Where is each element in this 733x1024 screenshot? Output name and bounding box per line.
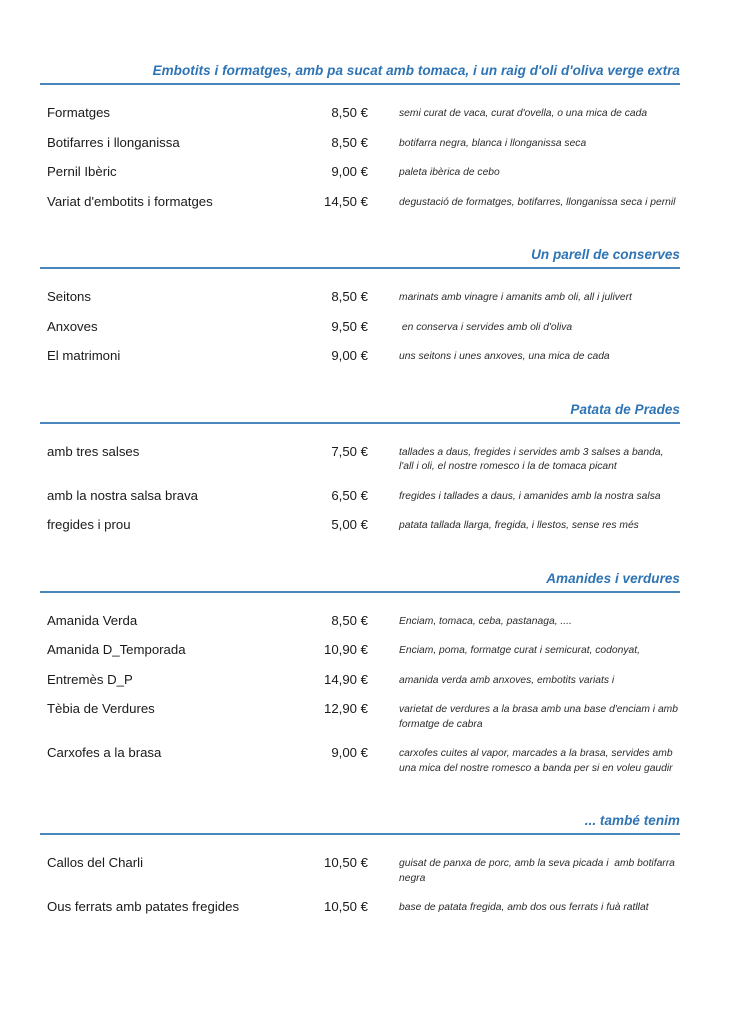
menu-item-description: Enciam, poma, formatge curat i semicurat, codonyat, (399, 645, 640, 656)
menu-item-price: 8,50 € (331, 289, 368, 304)
menu-item-price: 12,90 € (324, 701, 368, 716)
menu-item-row (40, 98, 680, 128)
menu-item-name: Carxofes a la brasa (47, 745, 162, 760)
menu-item-price: 10,50 € (324, 899, 368, 914)
menu-item-list (40, 437, 680, 540)
menu-item-name: Entremès D_P (47, 671, 133, 687)
menu-item-name: Callos del Charli (47, 855, 144, 870)
menu-item-row (40, 157, 680, 187)
section-heading: Un parell de conserves (531, 247, 680, 262)
menu-item-row (40, 694, 680, 738)
menu-item-name: Anxoves (47, 318, 98, 334)
menu-item-row (40, 635, 680, 665)
menu-item-price: 8,50 € (331, 612, 368, 628)
menu-item-description: marinats amb vinagre i amanits amb oli, all i julivert (399, 292, 632, 303)
section-heading: ... també tenim (584, 813, 680, 828)
menu-item-row (40, 128, 680, 158)
menu-item-price: 5,00 € (331, 517, 368, 532)
menu-item-list (40, 282, 680, 371)
menu-item-row (40, 510, 680, 540)
menu-item-description: amanida verda amb anxoves, embotits variats i (399, 674, 615, 686)
menu-item-price: 7,50 € (331, 443, 368, 459)
menu-item-name: Tèbia de Verdures (47, 701, 155, 716)
menu-section (40, 570, 680, 783)
menu-item-price: 10,50 € (324, 855, 368, 870)
menu-item-row (40, 341, 680, 371)
menu-item-name: amb la nostra salsa brava (47, 487, 198, 503)
menu-item-description: fregides i tallades a daus, i amanides amb la nostra salsa (399, 490, 661, 502)
menu-item-row (40, 312, 680, 342)
menu-section (40, 246, 680, 371)
menu-item-description: paleta ibèrica de cebo (399, 167, 500, 178)
menu-item-row (40, 665, 680, 695)
menu-item-name: Formatges (47, 105, 111, 120)
menu-item-description: uns seitons i unes anxoves, una mica de cada (399, 351, 610, 362)
section-heading: Embotits i formatges, amb pa sucat amb tomaca, i un raig d'oli d'oliva verge extra (152, 63, 680, 78)
menu-item-price: 9,00 € (331, 164, 368, 179)
menu-item-list (40, 848, 680, 922)
menu-item-name: Seitons (47, 289, 91, 304)
menu-item-row (40, 848, 680, 892)
menu-item-description: botifarra negra, blanca i llonganissa seca (399, 137, 587, 149)
menu-item-name: Amanida D_Temporada (47, 642, 186, 657)
menu-item-description: degustació de formatges, botifarres, llonganissa seca i pernil (399, 196, 676, 208)
menu-item-description: patata tallada llarga, fregida, i llestos, sense res més (399, 520, 639, 531)
menu-item-name: Variat d'embotits i formatges (47, 193, 213, 209)
menu-item-row (40, 738, 680, 782)
menu-item-price: 8,50 € (331, 105, 368, 120)
section-divider (40, 833, 680, 835)
menu-section (40, 62, 680, 216)
menu-item-row (40, 282, 680, 312)
menu-item-name: Botifarres i llonganissa (47, 134, 180, 150)
menu-item-list (40, 98, 680, 216)
menu-item-name: Pernil Ibèric (47, 164, 117, 179)
menu-item-row (40, 892, 680, 922)
menu-item-price: 9,50 € (331, 318, 368, 334)
menu-item-row (40, 437, 680, 481)
menu-item-description: varietat de verdures a la brasa amb una base d'enciam i amb formatge de cabra (399, 704, 681, 730)
menu-item-description: Enciam, tomaca, ceba, pastanaga, .... (399, 615, 572, 627)
menu-section (40, 812, 680, 922)
menu-item-row (40, 606, 680, 636)
section-heading: Amanides i verdures (546, 570, 680, 586)
menu-item-name: Amanida Verda (47, 612, 138, 628)
menu-item-description: base de patata fregida, amb dos ous ferrats i fuà ratllat (399, 902, 649, 913)
menu-item-row (40, 187, 680, 217)
menu-item-name: El matrimoni (47, 348, 121, 363)
menu-item-price: 9,00 € (331, 745, 368, 760)
menu-item-list (40, 606, 680, 783)
menu-item-price: 10,90 € (324, 642, 368, 657)
menu-item-price: 14,90 € (324, 671, 368, 687)
section-divider (40, 591, 680, 593)
menu-body (40, 62, 680, 922)
menu-item-description: carxofes cuites al vapor, marcades a la brasa, servides amb una mica del nostre romesco a banda per si en voleu gaudir (399, 748, 676, 774)
menu-item-description: semi curat de vaca, curat d'ovella, o una mica de cada (399, 108, 648, 119)
menu-item-name: fregides i prou (47, 517, 131, 532)
section-divider (40, 267, 680, 269)
section-divider (40, 83, 680, 85)
menu-item-name: Ous ferrats amb patates fregides (47, 899, 240, 914)
menu-item-description: tallades a daus, fregides i servides amb 3 salses a banda, l'all i oli, el nostre romesco i la de tomaca picant (399, 446, 667, 472)
menu-item-price: 14,50 € (324, 193, 368, 209)
menu-item-description: guisat de panxa de porc, amb la seva picada i amb botifarra negra (399, 858, 678, 884)
section-heading: Patata de Prades (570, 401, 680, 417)
menu-item-name: amb tres salses (47, 443, 140, 459)
menu-item-price: 6,50 € (331, 487, 368, 503)
section-divider (40, 422, 680, 424)
menu-item-row (40, 481, 680, 511)
menu-item-price: 9,00 € (331, 348, 368, 363)
menu-item-description: en conserva i servides amb oli d'oliva (399, 321, 573, 333)
menu-section (40, 401, 680, 540)
menu-item-price: 8,50 € (331, 134, 368, 150)
